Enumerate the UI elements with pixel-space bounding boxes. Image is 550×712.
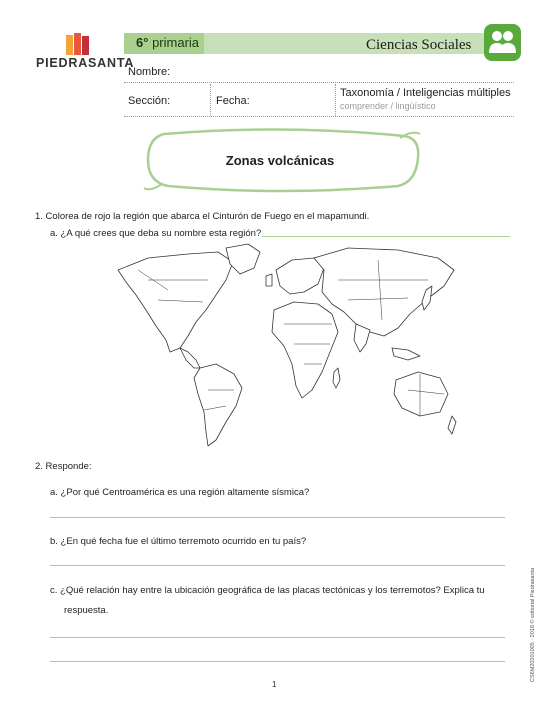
publisher-logo-icon bbox=[66, 33, 90, 55]
section-label: Sección: bbox=[128, 95, 171, 107]
world-map bbox=[108, 240, 458, 455]
question-2: 2. Responde: bbox=[35, 461, 92, 472]
name-label: Nombre: bbox=[128, 66, 171, 78]
answer-line[interactable] bbox=[50, 637, 505, 638]
question-2b: b. ¿En qué fecha fue el último terremoto ocurrido en tu país? bbox=[50, 536, 307, 547]
grade-number: 6° bbox=[136, 35, 149, 50]
question-2c-continued: respuesta. bbox=[64, 605, 109, 616]
people-icon bbox=[484, 24, 521, 61]
answer-line[interactable] bbox=[50, 661, 505, 662]
date-label: Fecha: bbox=[216, 95, 250, 107]
grade-label bbox=[136, 35, 199, 50]
question-2a: a. ¿Por qué Centroamérica es una región altamente sísmica? bbox=[50, 487, 310, 498]
answer-line[interactable] bbox=[50, 517, 505, 518]
worksheet-title: Zonas volcánicas bbox=[225, 153, 335, 168]
grade-text: primaria bbox=[152, 35, 200, 50]
fields-bottom-line bbox=[124, 116, 514, 117]
question-1: 1. Colorea de rojo la región que abarca el Cinturón de Fuego en el mapamundi. bbox=[35, 211, 370, 222]
answer-line[interactable] bbox=[50, 565, 505, 566]
name-field-line[interactable] bbox=[124, 82, 514, 83]
taxonomy-sub: comprender / lingüístico bbox=[340, 101, 436, 111]
side-credit: CS6M20201005 · 2018 © editorial Piedrasanta bbox=[530, 567, 536, 682]
answer-line[interactable] bbox=[262, 236, 510, 237]
field-divider bbox=[210, 84, 211, 116]
publisher-logo-text: PIEDRASANTA bbox=[36, 56, 135, 70]
page-number: 1 bbox=[272, 680, 277, 689]
subject-title: Ciencias Sociales bbox=[366, 37, 472, 53]
field-divider bbox=[335, 84, 336, 116]
question-1a: a. ¿A qué crees que deba su nombre esta región? bbox=[50, 228, 262, 239]
question-2c: c. ¿Qué relación hay entre la ubicación geográfica de las placas tectónicas y los terremotos? Explica tu bbox=[50, 585, 485, 596]
taxonomy-label: Taxonomía / Inteligencias múltiples bbox=[340, 87, 511, 99]
